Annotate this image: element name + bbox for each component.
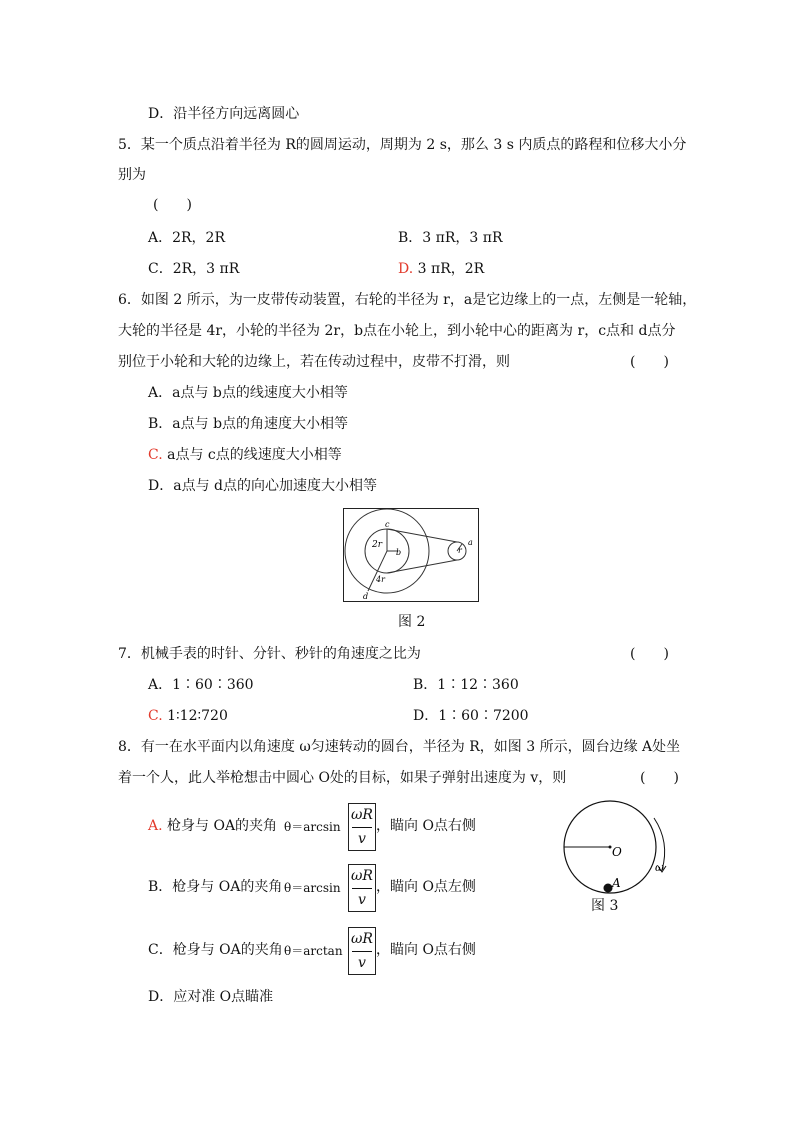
label-o: O bbox=[612, 845, 622, 859]
q7-option-c-label: C. bbox=[148, 708, 163, 724]
q4-option-d: D．沿半径方向远离圆心 bbox=[148, 106, 300, 122]
q8-option-a-tail: ，瞄向 O点右侧 bbox=[376, 818, 476, 834]
label-2r: 2r bbox=[372, 540, 383, 550]
q5-option-a: A．2R，2R bbox=[148, 230, 226, 246]
q6-answer-bracket: ( ) bbox=[630, 354, 669, 370]
q7-option-a: A．1∶60∶360 bbox=[148, 677, 254, 693]
q6-option-c-label: C. bbox=[148, 447, 163, 463]
label-a: A bbox=[612, 876, 621, 890]
q8-stem-line1: 8．有一在水平面内以角速度 ω匀速转动的圆台，半径为 R，如图 3 所示，圆台边缘 A处坐 bbox=[118, 739, 681, 755]
q5-option-c: C．2R，3 πR bbox=[148, 261, 240, 277]
q8-option-d: D．应对准 O点瞄准 bbox=[148, 989, 274, 1005]
q5-option-b: B．3 πR，3 πR bbox=[398, 230, 503, 246]
q8-option-c: C．枪身与 OA的夹角 bbox=[148, 942, 283, 958]
label-b: b bbox=[396, 548, 402, 557]
fraction-denominator: v bbox=[358, 892, 366, 908]
q8-option-c-fraction bbox=[348, 927, 376, 975]
q6-stem-line2: 大轮的半径是 4r，小轮的半径为 2r，b点在小轮上，到小轮中心的距离为 r，c点和 d点分 bbox=[118, 323, 676, 339]
fraction-denominator: v bbox=[358, 955, 366, 971]
belt-top bbox=[387, 529, 457, 542]
radius-4r bbox=[368, 551, 387, 591]
q6-option-d: D．a点与 d点的向心加速度大小相等 bbox=[148, 478, 377, 494]
fraction-bar bbox=[352, 951, 372, 952]
q6-stem-line3: 别位于小轮和大轮的边缘上，若在传动过程中，皮带不打滑，则 bbox=[118, 354, 510, 370]
q7-option-c bbox=[148, 709, 228, 723]
q6-option-c bbox=[148, 448, 342, 462]
fraction-bar bbox=[352, 827, 372, 828]
label-a: a bbox=[468, 538, 473, 547]
q8-option-a-func: θ＝arcsin bbox=[284, 820, 341, 834]
belt-bottom bbox=[387, 560, 457, 573]
q8-option-b-fraction bbox=[348, 864, 376, 912]
q8-option-a-label: A. bbox=[148, 818, 163, 834]
q8-option-b-tail: ，瞄向 O点左侧 bbox=[376, 879, 476, 895]
label-c: c bbox=[385, 520, 390, 529]
q5-stem-line2: 别为 bbox=[118, 167, 146, 183]
label-4r: 4r bbox=[376, 575, 385, 584]
figure-3-turntable bbox=[556, 798, 686, 898]
q6-stem-line1: 6．如图 2 所示，为一皮带传动装置，右轮的半径为 r，a是它边缘上的一点，左侧是一轮轴， bbox=[118, 292, 697, 308]
figure-2-belt-drive bbox=[343, 508, 479, 602]
q6-option-a: A．a点与 b点的线速度大小相等 bbox=[148, 385, 348, 401]
q8-stem-line2: 着一个人，此人举枪想击中圆心 O处的目标，如果子弹射出速度为 v，则 bbox=[118, 770, 567, 786]
q5-option-d bbox=[398, 262, 484, 276]
q5-option-d-text: 3 πR，2R bbox=[417, 261, 485, 277]
q7-option-c-text: 1∶12∶720 bbox=[167, 708, 228, 724]
fraction-numerator: ωR bbox=[351, 868, 373, 884]
q6-option-b: B．a点与 b点的角速度大小相等 bbox=[148, 416, 349, 432]
fraction-denominator: v bbox=[358, 831, 366, 847]
q5-stem-line1: 5．某一个质点沿着半径为 R的圆周运动，周期为 2 s，那么 3 s 内质点的路程和位移大小分 bbox=[118, 137, 687, 153]
q6-option-c-text: a点与 c点的线速度大小相等 bbox=[167, 447, 342, 463]
figure-3-caption: 图 3 bbox=[591, 898, 619, 914]
fraction-numerator: ωR bbox=[351, 931, 373, 947]
label-r: r bbox=[458, 546, 462, 555]
q8-option-b: B．枪身与 OA的夹角 bbox=[148, 879, 283, 895]
fraction-numerator: ωR bbox=[351, 807, 373, 823]
q8-option-a-text: 枪身与 OA的夹角 bbox=[167, 818, 278, 834]
q8-option-c-tail: ，瞄向 O点右侧 bbox=[376, 942, 476, 958]
q7-option-d: D．1∶60∶7200 bbox=[413, 708, 529, 724]
q8-answer-bracket: ( ) bbox=[640, 770, 679, 786]
q8-option-c-func: θ＝arctan bbox=[284, 944, 343, 958]
q7-option-b: B．1∶12∶360 bbox=[413, 677, 519, 693]
q8-option-b-func: θ＝arcsin bbox=[284, 881, 341, 895]
figure-2-caption: 图 2 bbox=[398, 614, 426, 630]
label-omega: ω bbox=[655, 861, 664, 874]
q8-option-a bbox=[148, 819, 277, 833]
q5-answer-bracket: ( ) bbox=[153, 197, 192, 213]
label-d: d bbox=[363, 592, 369, 601]
q7-answer-bracket: ( ) bbox=[630, 646, 669, 662]
q8-option-a-fraction bbox=[348, 803, 376, 851]
q7-stem: 7．机械手表的时针、分针、秒针的角速度之比为 bbox=[118, 646, 421, 662]
fraction-bar bbox=[352, 888, 372, 889]
q5-option-d-label: D. bbox=[398, 261, 414, 277]
